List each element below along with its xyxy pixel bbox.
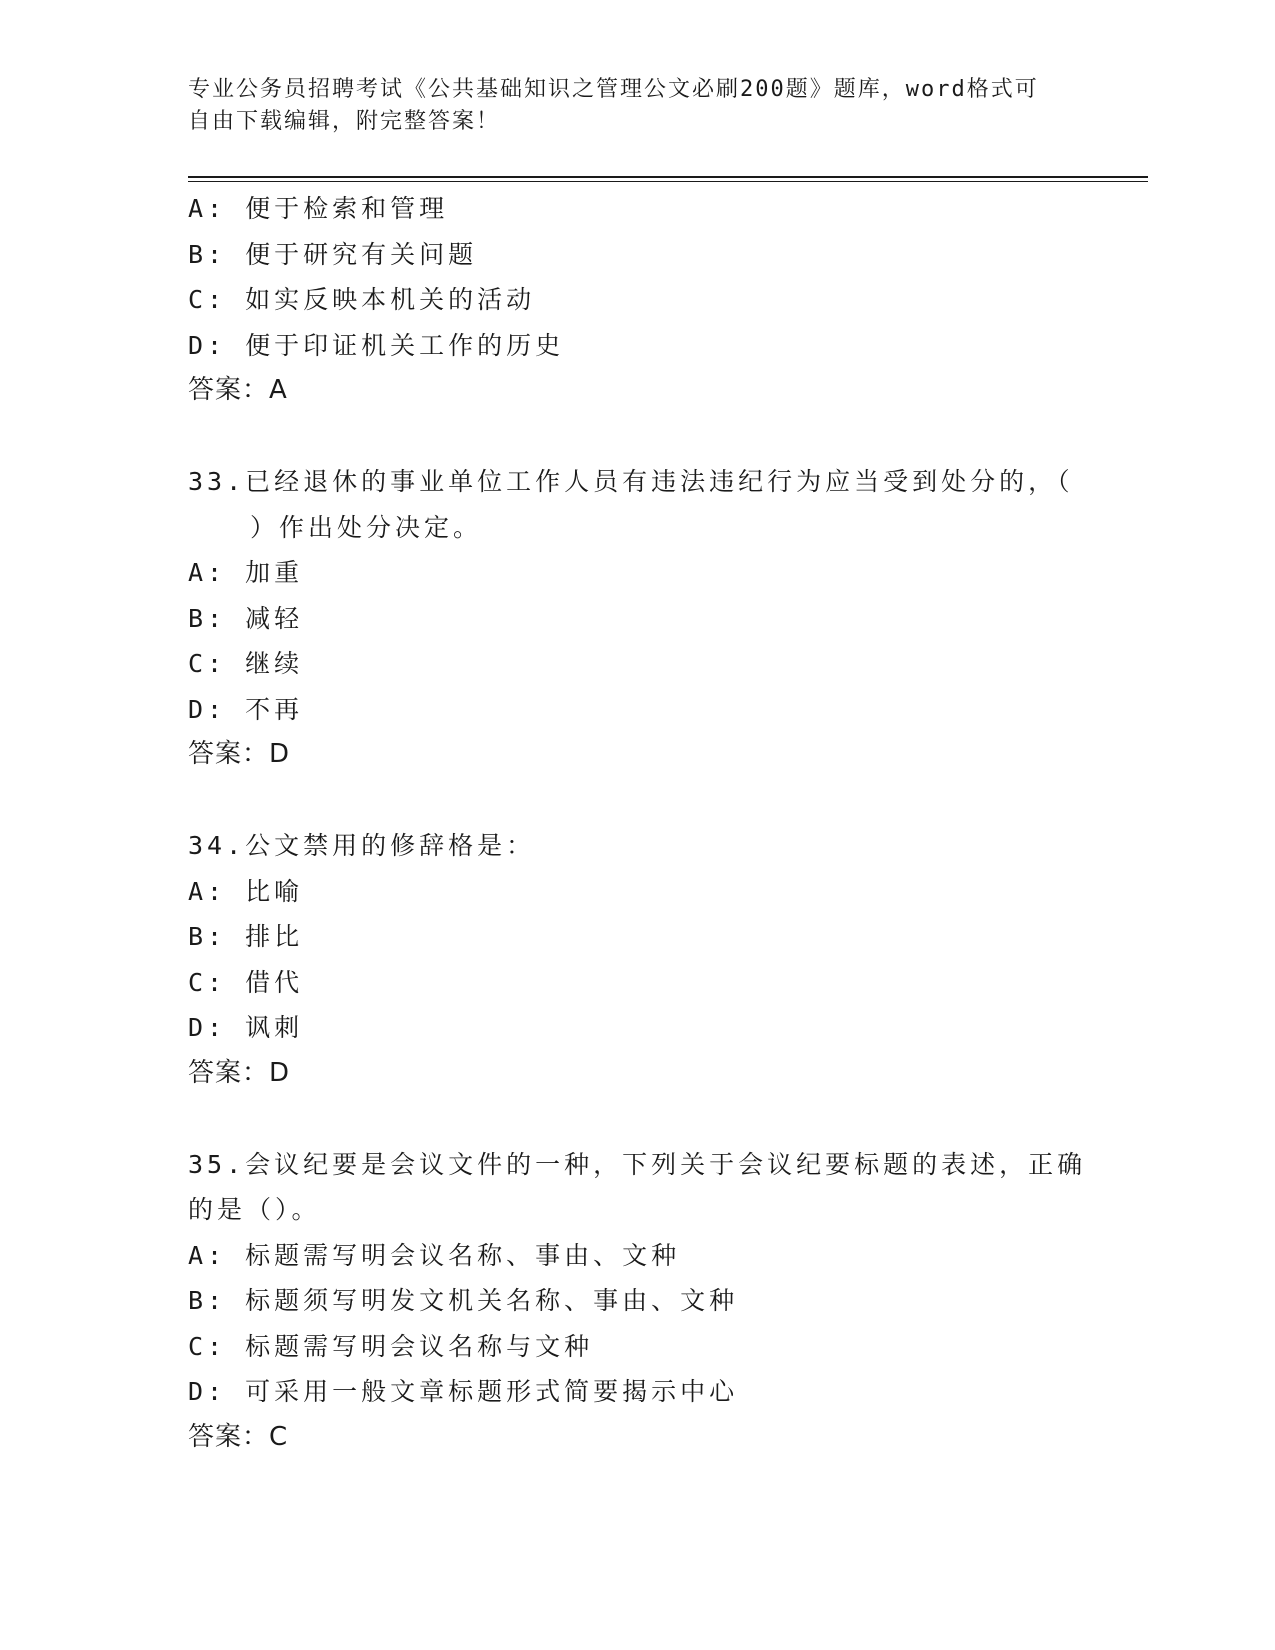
spacer — [188, 778, 1088, 824]
option-c: C: 如实反映本机关的活动 — [188, 285, 536, 314]
option-d: D: 不再 — [188, 694, 304, 724]
header-line-2: 自由下载编辑，附完整答案！ — [188, 109, 501, 134]
option-d: D: 讽刺 — [188, 1013, 304, 1042]
header-divider-thin — [188, 181, 1148, 182]
option-c: C: 继续 — [188, 649, 304, 678]
header-divider-thick — [188, 176, 1148, 178]
question-33-block — [188, 459, 1088, 778]
question-stem: 33.已经退休的事业单位工作人员有违法违纪行为应当受到处分的，（ — [188, 467, 1074, 496]
option-b: B: 减轻 — [188, 603, 304, 633]
question-list — [188, 186, 1088, 1460]
question-stem-continued: 的是（）。 — [188, 1195, 321, 1224]
option-c: C: 标题需写明会议名称与文种 — [188, 1331, 594, 1361]
question-32-block — [188, 186, 1088, 414]
spacer — [188, 414, 1088, 460]
question-stem: 35.会议纪要是会议文件的一种，下列关于会议纪要标题的表述，正确 — [188, 1149, 1087, 1179]
option-b: B: 标题须写明发文机关名称、事由、文种 — [188, 1286, 739, 1315]
option-a: A: 标题需写明会议名称、事由、文种 — [188, 1240, 681, 1270]
option-d: D: 可采用一般文章标题形式简要揭示中心 — [188, 1377, 739, 1406]
header-line-1: 专业公务员招聘考试《公共基础知识之管理公文必刷200题》题库，word格式可 — [188, 77, 1039, 102]
answer-line: 答案：D — [188, 739, 291, 769]
option-b: B: 排比 — [188, 922, 304, 951]
question-stem-continued: ）作出处分决定。 — [250, 512, 483, 542]
question-34-block — [188, 823, 1088, 1096]
option-a: A: 便于检索和管理 — [188, 194, 449, 223]
option-a: A: 比喻 — [188, 876, 304, 906]
option-c: C: 借代 — [188, 967, 304, 997]
answer-line: 答案：A — [188, 375, 288, 405]
answer-line: 答案：D — [188, 1057, 291, 1088]
question-stem: 34.公文禁用的修辞格是： — [188, 831, 536, 860]
spacer — [188, 1096, 1088, 1142]
option-a: A: 加重 — [188, 558, 304, 587]
option-b: B: 便于研究有关问题 — [188, 239, 478, 269]
document-header — [188, 74, 1088, 138]
question-35-block — [188, 1142, 1088, 1461]
answer-line: 答案：C — [188, 1421, 289, 1452]
option-d: D: 便于印证机关工作的历史 — [188, 330, 565, 360]
